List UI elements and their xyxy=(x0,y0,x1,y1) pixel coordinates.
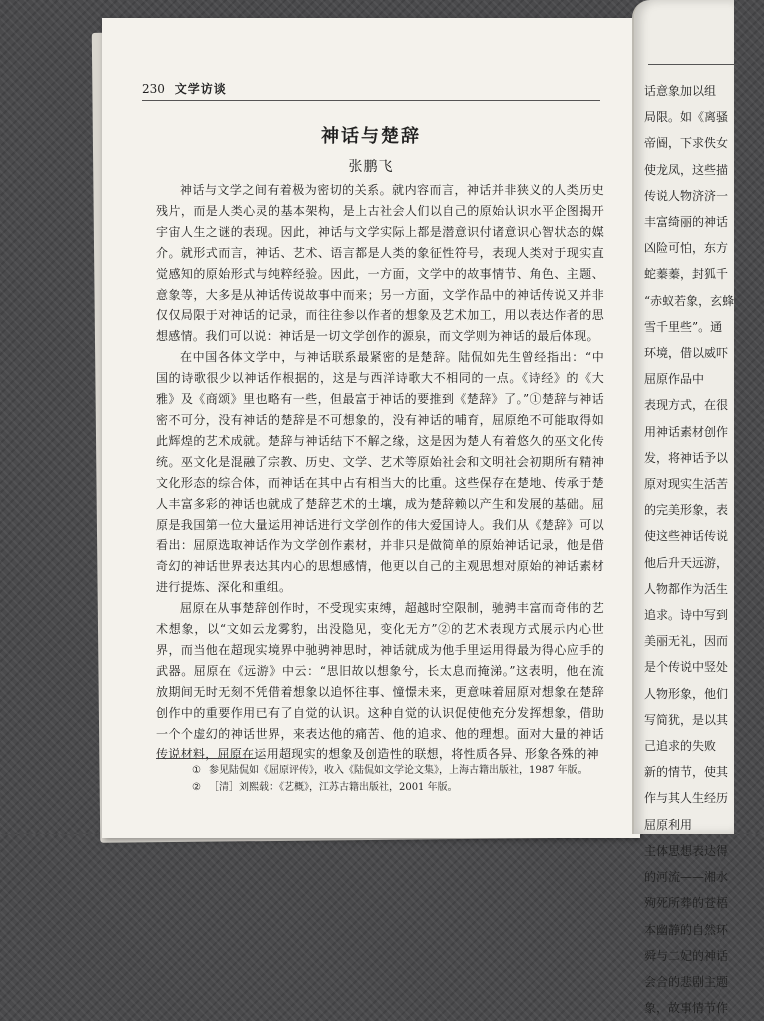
article-author: 张鹏飞 xyxy=(348,159,394,175)
paragraph: 神话与文学之间有着极为密切的关系。就内容而言，神话并非狭义的人类历史残片，而是人类心灵的基本架构，是上古社会人们以自己的原始认识水平企图揭开宇宙人生之谜的表现。因此，神话与文学实际上都是潜意识付诸意识心智状态的媒介。就形式而言，神话、艺术、语言都是人类的象征性符号，表现人类对于现实直觉感知的原始形式与纯粹经验。因此，一方面，文学中的故事情节、角色、主题、意象等，大多是从神话传说故事中而来；另一方面，文学作品中的神话传说又并非仅仅局限于对神话的记录，而往往参以作者的想象及艺术加工，用以表达作者的思想感情。我们可以说：神话是一切文学创作的源泉，而文学则为神话的最后体现。 xyxy=(156,183,604,344)
right-page-line: 新的情节，使其 xyxy=(644,765,729,780)
right-page-line: 本幽静的自然环 xyxy=(644,922,729,937)
right-page-line: 丰富绮丽的神话 xyxy=(644,215,729,230)
right-page-line: 写简犹，是以其 xyxy=(644,712,729,727)
running-head xyxy=(142,80,600,101)
right-page-line: 屈原利用 xyxy=(644,817,693,832)
paragraph: 屈原在从事楚辞创作时，不受现实束缚，超越时空限制，驰骋丰富而奇伟的艺术想象，以“文如云龙雾豹，出没隐见，变化无方”②的艺术表现方式展示内心世界，而当他在超现实境界中驰骋神思时，神话就成为他手里运用得最为得心应手的武器。屈原在《远游》中云：“思旧故以想象兮，长太息而掩涕。”这表明，他在流放期间无时无刻不凭借着想象以追怀往事、憧憬未来，更意味着屈原对想象在楚辞创作中的重要作用已有了自觉的认识。这种自觉的认识促使他充分发挥想象，借助一个个虚幻的神话世界，来表达他的痛苦、他的追求、他的理想。面对大量的神话传说材料，屈原在运用超现实的想象及创造性的联想，将性质各异、形象各殊的神 xyxy=(156,601,604,762)
footnote-text: 参见陆侃如《屈原评传》，收入《陆侃如文学论文集》，上海古籍出版社，1987 年版。 xyxy=(208,765,588,776)
footnote-mark: ② xyxy=(192,782,201,793)
right-page-line: 美丽无礼，因而 xyxy=(644,634,729,649)
footnote xyxy=(192,779,612,796)
right-page-line: 帝阍，下求佚女 xyxy=(644,136,729,151)
right-page-line: 环境，借以威吓 xyxy=(644,346,729,361)
footnote-text: ［清］刘熙载：《艺概》，江苏古籍出版社，2001 年版。 xyxy=(208,782,458,793)
right-page xyxy=(632,0,735,1016)
page-number: 230 xyxy=(142,82,165,96)
left-page xyxy=(102,18,640,838)
right-page-line: 屈原作品中 xyxy=(644,372,705,387)
right-page-line: 使龙凤，这些描 xyxy=(644,162,729,177)
right-page-line: 传说人物济济一 xyxy=(644,188,729,203)
right-page-line: 主体思想表达得 xyxy=(644,843,729,858)
right-page-line: 使这些神话传说 xyxy=(644,529,729,544)
right-page-line: 凶险可怕，东方 xyxy=(644,241,729,256)
right-page-line: 雪千里些”。通 xyxy=(644,319,723,334)
right-page-line: 会合的悲剧主题 xyxy=(644,974,729,989)
article-title: 神话与楚辞 xyxy=(321,126,421,147)
right-page-line: 原对现实生活苦 xyxy=(644,477,729,492)
right-page-rule xyxy=(648,64,738,65)
right-page-line: 的完美形象，表 xyxy=(644,503,729,518)
right-page-line: 作与其人生经历 xyxy=(644,791,729,806)
right-page-line: 舜与二妃的神话 xyxy=(644,948,729,963)
footnote-mark: ① xyxy=(192,765,201,776)
right-page-line: 追求。诗中写到 xyxy=(644,608,729,623)
footnote-divider xyxy=(156,758,256,759)
right-page-line: 发，将神话予以 xyxy=(644,450,729,465)
right-page-line: 局限。如《离骚 xyxy=(644,110,729,125)
right-page-line: 象，故事情节作 xyxy=(644,1001,729,1016)
right-page-line: 殉死所葬的苍梧 xyxy=(644,896,729,911)
right-page-line: 用神话素材创作 xyxy=(644,424,729,439)
footnotes xyxy=(192,762,612,796)
section-title: 文学访谈 xyxy=(174,82,227,96)
right-page-line: 表现方式，在很 xyxy=(644,398,729,413)
right-page-text xyxy=(644,78,764,1021)
paragraph: 在中国各体文学中，与神话联系最紧密的是楚辞。陆侃如先生曾经指出：“中国的诗歌很少以神话作根据的，这是与西洋诗歌大不相同的一点。《诗经》的《大雅》及《商颂》里也略有一些，但最富于神话的要推到《楚辞》了。”①楚辞与神话密不可分，没有神话的楚辞是不可想象的，没有神话的哺育，屈原绝不可能取得如此辉煌的艺术成就。楚辞与神话结下不解之缘，这是因为楚人有着悠久的巫文化传统。巫文化是混融了宗教、历史、文学、艺术等原始社会和文明社会初期所有精神文化形态的综合体，而神话在其中占有相当大的比重。这些保存在楚地、传承于楚人丰富多彩的神话也就成了楚辞艺术的土壤，成为楚辞赖以产生和发展的基础。屈原是我国第一位大量运用神话进行文学创作的伟大爱国诗人。我们从《楚辞》可以看出：屈原选取神话作为文学创作素材，并非只是做简单的原始神话记录，他是借奇幻的神话世界表达其内心的思想感情，他更以自己的主观思想对原始的神话素材进行提炼、深化和重组。 xyxy=(156,350,604,595)
right-page-line: “赤蚁若象，玄蜂 xyxy=(644,293,735,308)
article-body xyxy=(156,180,604,762)
right-page-line: 己追求的失败 xyxy=(644,739,717,754)
right-page-line: 人物都作为活生 xyxy=(644,581,729,596)
footnote xyxy=(192,762,612,779)
right-page-line: 人物形象，他们 xyxy=(644,686,729,701)
right-page-line: 他后升天远游， xyxy=(644,555,729,570)
right-page-line: 的河流——湘水 xyxy=(644,870,729,885)
right-page-line: 话意象加以组 xyxy=(644,84,717,98)
right-page-line: 是个传说中竖处 xyxy=(644,660,729,675)
right-page-line: 蛇蓁蓁，封狐千 xyxy=(644,267,729,282)
